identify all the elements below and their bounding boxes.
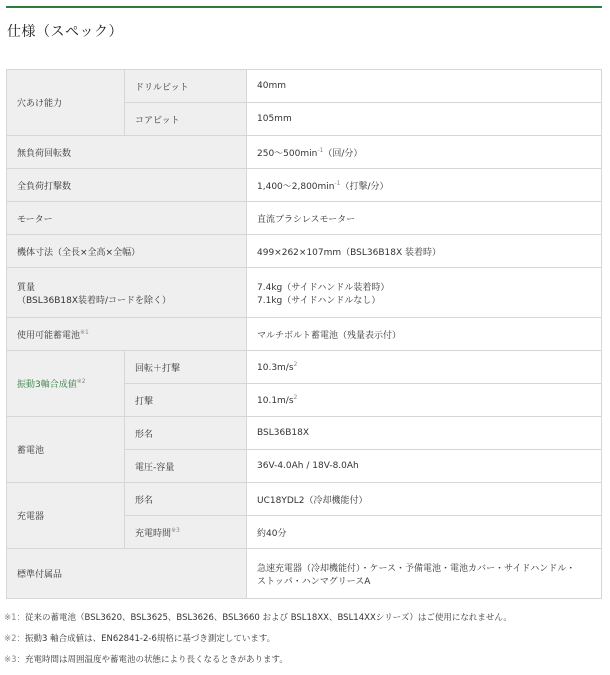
value-usable-battery: マルチボルト蓄電池（残量表示付）: [247, 318, 602, 351]
footnote-text: 振動3 軸合成値は、EN62841-2-6規格に基づき測定しています。: [25, 634, 276, 644]
speed-exponent: -1: [317, 146, 324, 154]
sub-header-core-bit: コアビット: [125, 103, 247, 136]
top-accent-line: [6, 6, 602, 8]
row-header-motor: モーター: [7, 202, 247, 235]
value-rotation-impact: [247, 351, 602, 384]
value-no-load-speed: [247, 136, 602, 169]
sub-header-drill-bit: ドリルビット: [125, 70, 247, 103]
impact-rate-text: 1,400～2,800min: [257, 181, 335, 192]
usable-battery-label: 使用可能蓄電池: [17, 330, 81, 341]
value-battery-voltage: 36V-4.0Ah / 18V-8.0Ah: [247, 450, 602, 483]
table-row: [7, 268, 602, 318]
table-row: [7, 235, 602, 268]
value-accessories: [247, 549, 602, 599]
sub-header-charge-time: [125, 516, 247, 549]
value-impact-rate: [247, 169, 602, 202]
row-header-drilling: 穴あけ能力: [7, 70, 125, 136]
table-row: [7, 136, 602, 169]
table-row: [7, 318, 602, 351]
spec-table: [6, 69, 602, 599]
footnotes: [4, 612, 512, 675]
row-header-dimensions: 機体寸法（全長×全高×全幅）: [7, 235, 247, 268]
value-battery-model: BSL36B18X: [247, 417, 602, 450]
row-header-accessories: 標準付属品: [7, 549, 247, 599]
note-mark-2: ※2: [76, 378, 86, 385]
footnote-text: 従来の蓄電池（BSL3620、BSL3625、BSL3626、BSL3660 および BSL18XX、BSL14XXシリーズ）はご使用になれません。: [25, 613, 512, 623]
value-motor: 直流ブラシレスモーター: [247, 202, 602, 235]
rotation-impact-exponent: 2: [293, 361, 298, 368]
weight-with-handle: 7.4kg（サイドハンドル装着時）: [257, 282, 390, 293]
table-row: [7, 549, 602, 599]
weight-label: 質量: [17, 282, 36, 293]
impact-text: 10.1m/s: [257, 396, 294, 406]
table-row: [7, 417, 602, 450]
row-header-impact-rate: 全負荷打撃数: [7, 169, 247, 202]
weight-without-handle: 7.1kg（サイドハンドルなし）: [257, 295, 381, 306]
value-core-bit: 105mm: [247, 103, 602, 136]
table-row: [7, 202, 602, 235]
row-header-no-load-speed: 無負荷回転数: [7, 136, 247, 169]
row-header-weight: [7, 268, 247, 318]
accessories-line-1: 急速充電器（冷却機能付）・ケース・予備電池・電池カバー・サイドハンドル・: [257, 563, 576, 574]
table-row: [7, 351, 602, 384]
value-weight: [247, 268, 602, 318]
weight-label-sub: （BSL36B18X装着時/コードを除く）: [17, 295, 172, 306]
sub-header-battery-model: 形名: [125, 417, 247, 450]
value-charger-model: UC18YDL2（冷却機能付）: [247, 483, 602, 516]
table-row: [7, 483, 602, 516]
row-header-vibration: [7, 351, 125, 417]
value-impact: [247, 384, 602, 417]
value-drill-bit: 40mm: [247, 70, 602, 103]
table-row: [7, 70, 602, 103]
impact-rate-unit: （打撃/分）: [340, 181, 389, 192]
footnote-mark: ※3：: [4, 655, 26, 665]
speed-unit: （回/分）: [323, 148, 363, 159]
speed-text: 250～500min: [257, 148, 318, 159]
footnote: [4, 612, 512, 633]
accessories-line-2: ストッパ・ハンマグリースA: [257, 576, 371, 587]
value-dimensions: 499×262×107mm（BSL36B18X 装着時）: [247, 235, 602, 268]
footnote-mark: ※2：: [4, 634, 26, 644]
impact-exponent: 2: [293, 394, 298, 401]
table-row: [7, 169, 602, 202]
sub-header-impact: 打撃: [125, 384, 247, 417]
row-header-battery: 蓄電池: [7, 417, 125, 483]
note-mark-3: ※3: [171, 526, 180, 534]
note-mark-1: ※1: [80, 328, 89, 336]
sub-header-battery-voltage: 電圧-容量: [125, 450, 247, 483]
charge-time-label: 充電時間: [135, 528, 172, 539]
vibration-label: 振動3軸合成値: [17, 380, 77, 390]
footnote-mark: ※1：: [4, 613, 26, 623]
impact-rate-exponent: -1: [334, 179, 341, 187]
row-header-charger: 充電器: [7, 483, 125, 549]
sub-header-charger-model: 形名: [125, 483, 247, 516]
footnote: [4, 633, 512, 654]
sub-header-rotation-impact: 回転＋打撃: [125, 351, 247, 384]
value-charge-time: 約40分: [247, 516, 602, 549]
page-title: 仕様（スペック）: [7, 24, 123, 40]
row-header-usable-battery: [7, 318, 247, 351]
footnote-text: 充電時間は周囲温度や蓄電池の状態により長くなるときがあります。: [25, 655, 288, 665]
rotation-impact-text: 10.3m/s: [257, 363, 294, 373]
